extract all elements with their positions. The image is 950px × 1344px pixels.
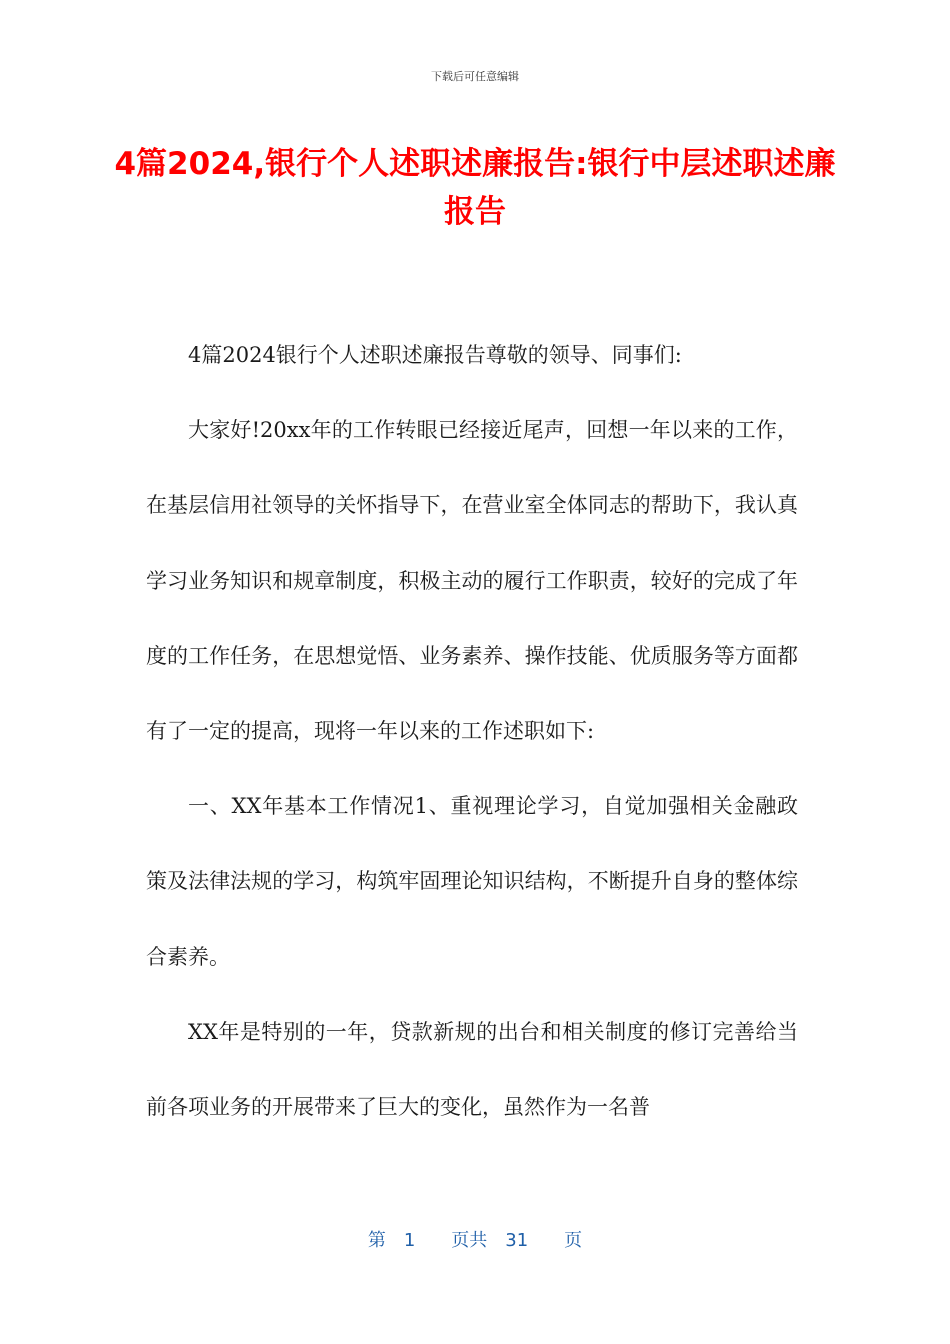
current-page-number: 1 — [403, 1230, 416, 1251]
footer-middle: 页共 — [451, 1230, 488, 1251]
total-pages-number: 31 — [505, 1230, 529, 1251]
footer-prefix: 第 — [367, 1230, 386, 1251]
paragraph: 一、XX年基本工作情况1、重视理论学习，自觉加强相关金融政策及法律法规的学习，构筑牢固理论知识结构，不断提升自身的整体综合素养。 — [146, 794, 798, 969]
footer-suffix: 页 — [564, 1230, 583, 1251]
header-note: 下载后可任意编辑 — [431, 70, 519, 83]
paragraph: XX年是特别的一年，贷款新规的出台和相关制度的修订完善给当前各项业务的开展带来了巨大的变化，虽然作为一名普 — [146, 1019, 798, 1120]
page-footer — [0, 1226, 950, 1252]
document-title: 4篇2024,银行个人述职述廉报告:银行中层述职述廉报告 — [114, 146, 836, 230]
document-body — [146, 318, 798, 1145]
paragraph: 大家好!20xx年的工作转眼已经接近尾声，回想一年以来的工作，在基层信用社领导的关怀指导下，在营业室全体同志的帮助下，我认真学习业务知识和规章制度，积极主动的履行工作职责，较好的完成了年度的工作任务，在思想觉悟、业务素养、操作技能、优质服务等方面都有了一定的提高，现将一年以来的工作述职如下: — [146, 418, 798, 744]
paragraph: 4篇2024银行个人述职述廉报告尊敬的领导、同事们: — [188, 343, 682, 367]
